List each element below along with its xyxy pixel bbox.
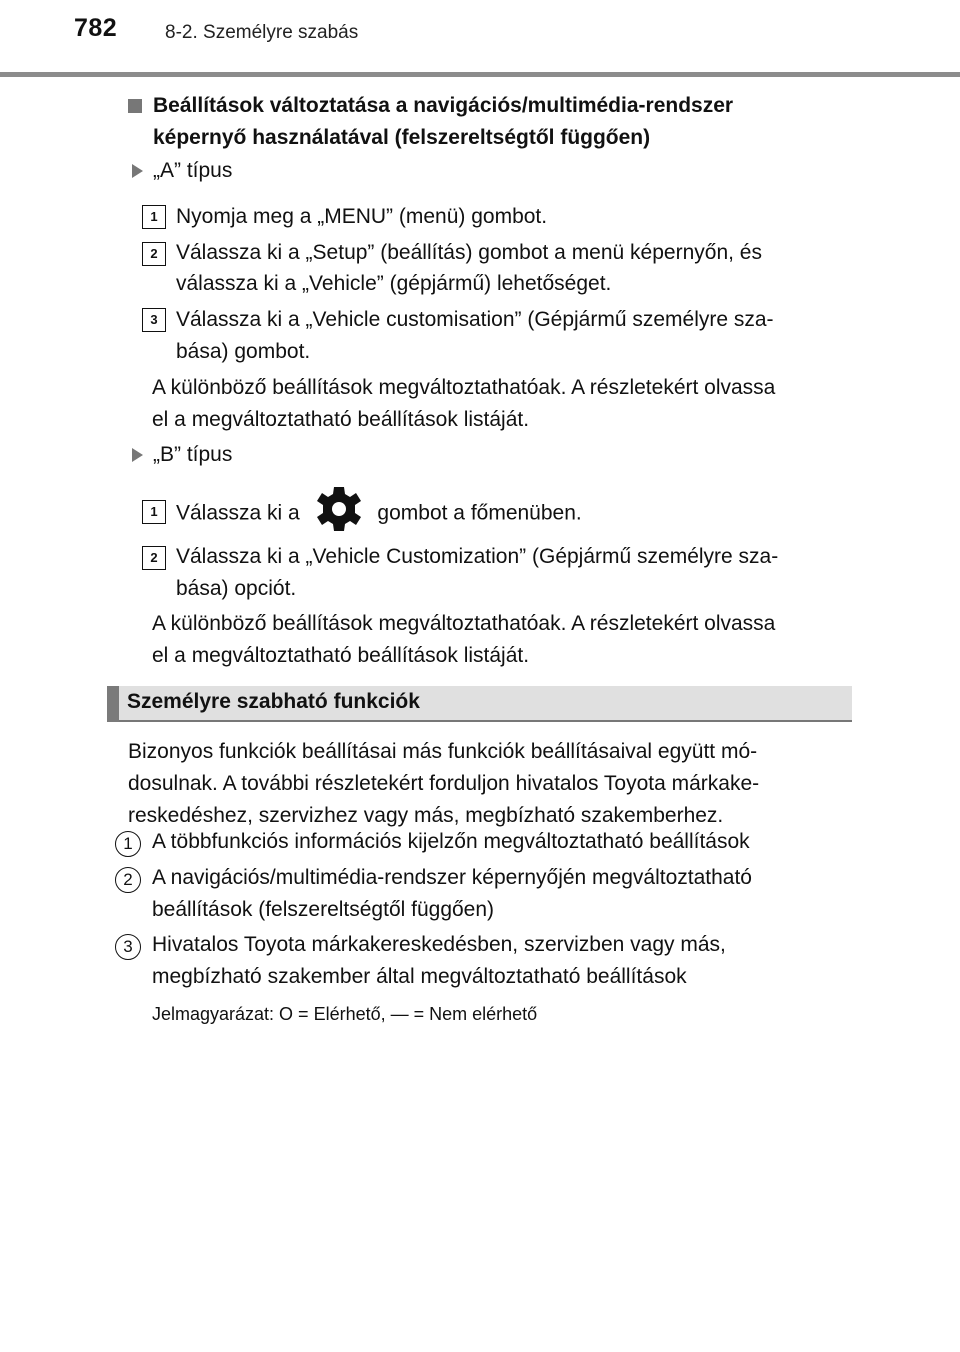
circled-number: 1: [115, 831, 141, 857]
type-a-step-1: Nyomja meg a „MENU” (menü) gombot.: [176, 205, 548, 228]
triangle-bullet-icon: [132, 448, 143, 462]
banner-accent-bar: [107, 686, 119, 722]
legend-item-2-line-2: beállítások (felszereltségtől függően): [152, 898, 495, 921]
step-number-box: 2: [142, 546, 166, 570]
type-b-title: „B” típus: [153, 443, 233, 466]
triangle-bullet-icon: [132, 164, 143, 178]
type-a-title: „A” típus: [153, 159, 233, 182]
square-bullet-icon: [128, 99, 142, 113]
type-b-note-line-1: A különböző beállítások megváltoztathatóak. A részletekért olvassa: [152, 612, 776, 635]
circled-number: 2: [115, 867, 141, 893]
heading-line-2: képernyő használatával (felszereltségtől függően): [153, 126, 651, 149]
type-b-step-2-line-1: Válassza ki a „Vehicle Customization” (Gépjármű személyre sza-: [176, 545, 779, 568]
type-a-step-3-line-2: bása) gombot.: [176, 340, 311, 363]
type-b-step-1-before: Válassza ki a: [176, 501, 300, 525]
type-b-step-1-after: gombot a főmenüben.: [377, 501, 582, 525]
page-number: 782: [74, 14, 118, 42]
type-b-step-1: [176, 494, 846, 534]
legend-item-2-line-1: A navigációs/multimédia-rendszer képernyőjén megváltoztatható: [152, 866, 752, 889]
type-a-note-line-2: el a megváltoztatható beállítások listáját.: [152, 408, 530, 431]
page-header: [0, 0, 960, 80]
intro-line-3: reskedéshez, szervizhez vagy más, megbízható szakemberhez.: [128, 804, 724, 827]
legend-item-3-line-1: Hivatalos Toyota márkakereskedésben, szervizben vagy más,: [152, 933, 726, 956]
banner-title: Személyre szabható funkciók: [127, 690, 420, 713]
gear-icon: [314, 484, 364, 534]
step-number-box: 2: [142, 242, 166, 266]
type-b-note-line-2: el a megváltoztatható beállítások listáját.: [152, 644, 530, 667]
header-rule: [0, 72, 960, 77]
step-number-box: 3: [142, 308, 166, 332]
step-number-box: 1: [142, 205, 166, 229]
type-a-note-line-1: A különböző beállítások megváltoztathatóak. A részletekért olvassa: [152, 376, 776, 399]
type-a-step-3-line-1: Válassza ki a „Vehicle customisation” (Gépjármű személyre sza-: [176, 308, 774, 331]
section-title: 8-2. Személyre szabás: [165, 22, 359, 43]
heading-line-1: Beállítások változtatása a navigációs/multimédia-rendszer: [153, 94, 734, 117]
intro-line-1: Bizonyos funkciók beállításai más funkciók beállításaival együtt mó-: [128, 740, 758, 763]
type-a-step-2-line-2: válassza ki a „Vehicle” (gépjármű) lehetőséget.: [176, 272, 612, 295]
section-banner: [107, 686, 852, 722]
circled-number: 3: [115, 934, 141, 960]
symbol-legend: Jelmagyarázat: O = Elérhető, — = Nem elérhető: [152, 1004, 538, 1024]
intro-line-2: dosulnak. A további részletekért forduljon hivatalos Toyota márkake-: [128, 772, 760, 795]
type-b-step-2-line-2: bása) opciót.: [176, 577, 297, 600]
type-a-step-2-line-1: Válassza ki a „Setup” (beállítás) gombot a menü képernyőn, és: [176, 241, 762, 264]
step-number-box: 1: [142, 500, 166, 524]
legend-item-1: A többfunkciós információs kijelzőn megváltoztatható beállítások: [152, 830, 750, 853]
legend-item-3-line-2: megbízható szakember által megváltoztatható beállítások: [152, 965, 687, 988]
